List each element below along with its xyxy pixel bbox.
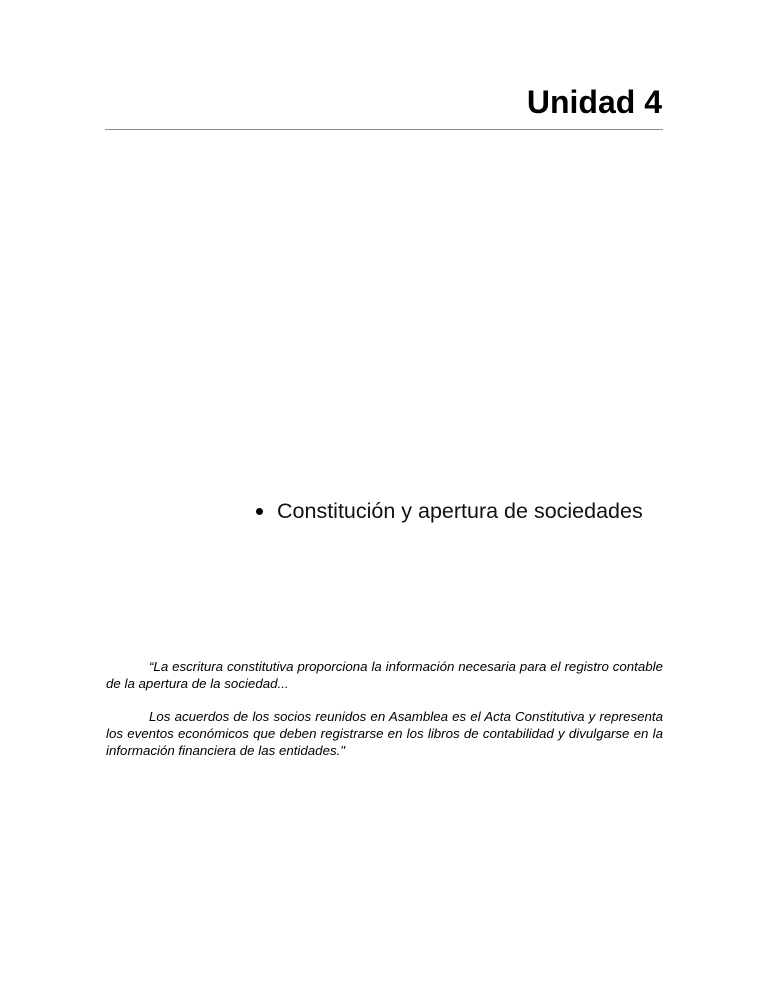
quote-paragraph: Los acuerdos de los socios reunidos en Asamblea es el Acta Constitutiva y representa los eventos económicos que deben registrarse en los libros de contabilidad y divulgarse en la información financiera de las entidades." (106, 709, 663, 758)
topic-list (250, 496, 643, 526)
bullet-icon (256, 508, 263, 515)
quote-paragraph: “La escritura constitutiva proporciona la información necesaria para el registro contable de la apertura de la sociedad... (106, 659, 663, 691)
topic-item (250, 496, 643, 526)
epigraph-quote (106, 658, 663, 775)
title-divider (105, 129, 663, 130)
unit-title: Unidad 4 (526, 84, 662, 120)
topic-label: Constitución y apertura de sociedades (277, 499, 643, 523)
